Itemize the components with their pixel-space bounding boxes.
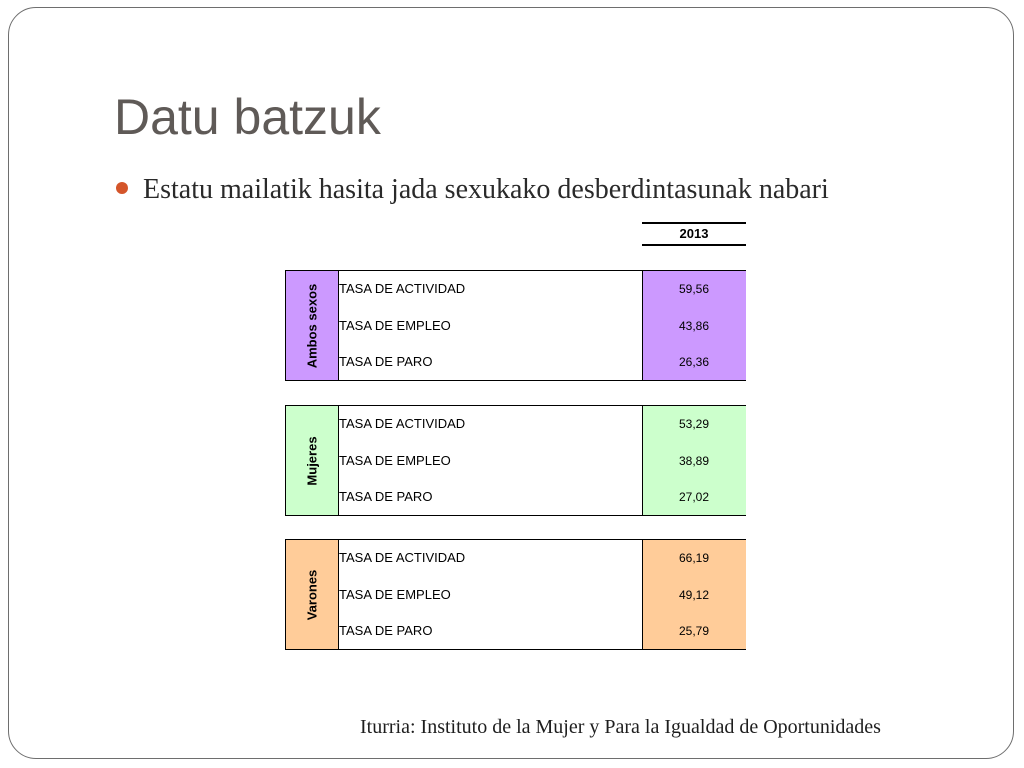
row-label: TASA DE EMPLEO xyxy=(339,587,451,602)
row-label: TASA DE EMPLEO xyxy=(339,453,451,468)
row-label: TASA DE ACTIVIDAD xyxy=(339,281,466,296)
row-value: 27,02 xyxy=(678,490,710,504)
group-label: Ambos sexos xyxy=(304,283,320,368)
bullet-dot-icon xyxy=(116,182,128,194)
row-value: 53,29 xyxy=(678,417,710,431)
table-group-varones xyxy=(285,539,746,650)
source-note: Iturria: Instituto de la Mujer y Para la Igualdad de Oportunidades xyxy=(360,716,881,738)
row-label: TASA DE PARO xyxy=(339,623,433,638)
bullet-text: Estatu mailatik hasita jada sexukako desberdintasunak nabari xyxy=(143,174,829,205)
row-value: 59,56 xyxy=(678,282,710,296)
year-column-header: 2013 xyxy=(642,222,746,246)
table-group-mujeres xyxy=(285,405,746,516)
row-value: 26,36 xyxy=(678,355,710,369)
group-label-cell xyxy=(285,540,339,649)
row-value: 38,89 xyxy=(678,454,710,468)
row-label: TASA DE PARO xyxy=(339,489,433,504)
group-label: Varones xyxy=(304,569,320,620)
group-label: Mujeres xyxy=(304,435,320,486)
row-value: 66,19 xyxy=(678,551,710,565)
group-label-cell xyxy=(285,406,339,515)
group-label-cell xyxy=(285,271,339,380)
row-value: 49,12 xyxy=(678,588,710,602)
row-value: 25,79 xyxy=(678,624,710,638)
row-label: TASA DE ACTIVIDAD xyxy=(339,416,466,431)
row-value: 43,86 xyxy=(678,319,710,333)
row-label: TASA DE PARO xyxy=(339,354,433,369)
row-label: TASA DE EMPLEO xyxy=(339,318,451,333)
slide-title: Datu batzuk xyxy=(114,89,381,145)
table-group-ambos-sexos xyxy=(285,270,746,381)
row-label: TASA DE ACTIVIDAD xyxy=(339,550,466,565)
